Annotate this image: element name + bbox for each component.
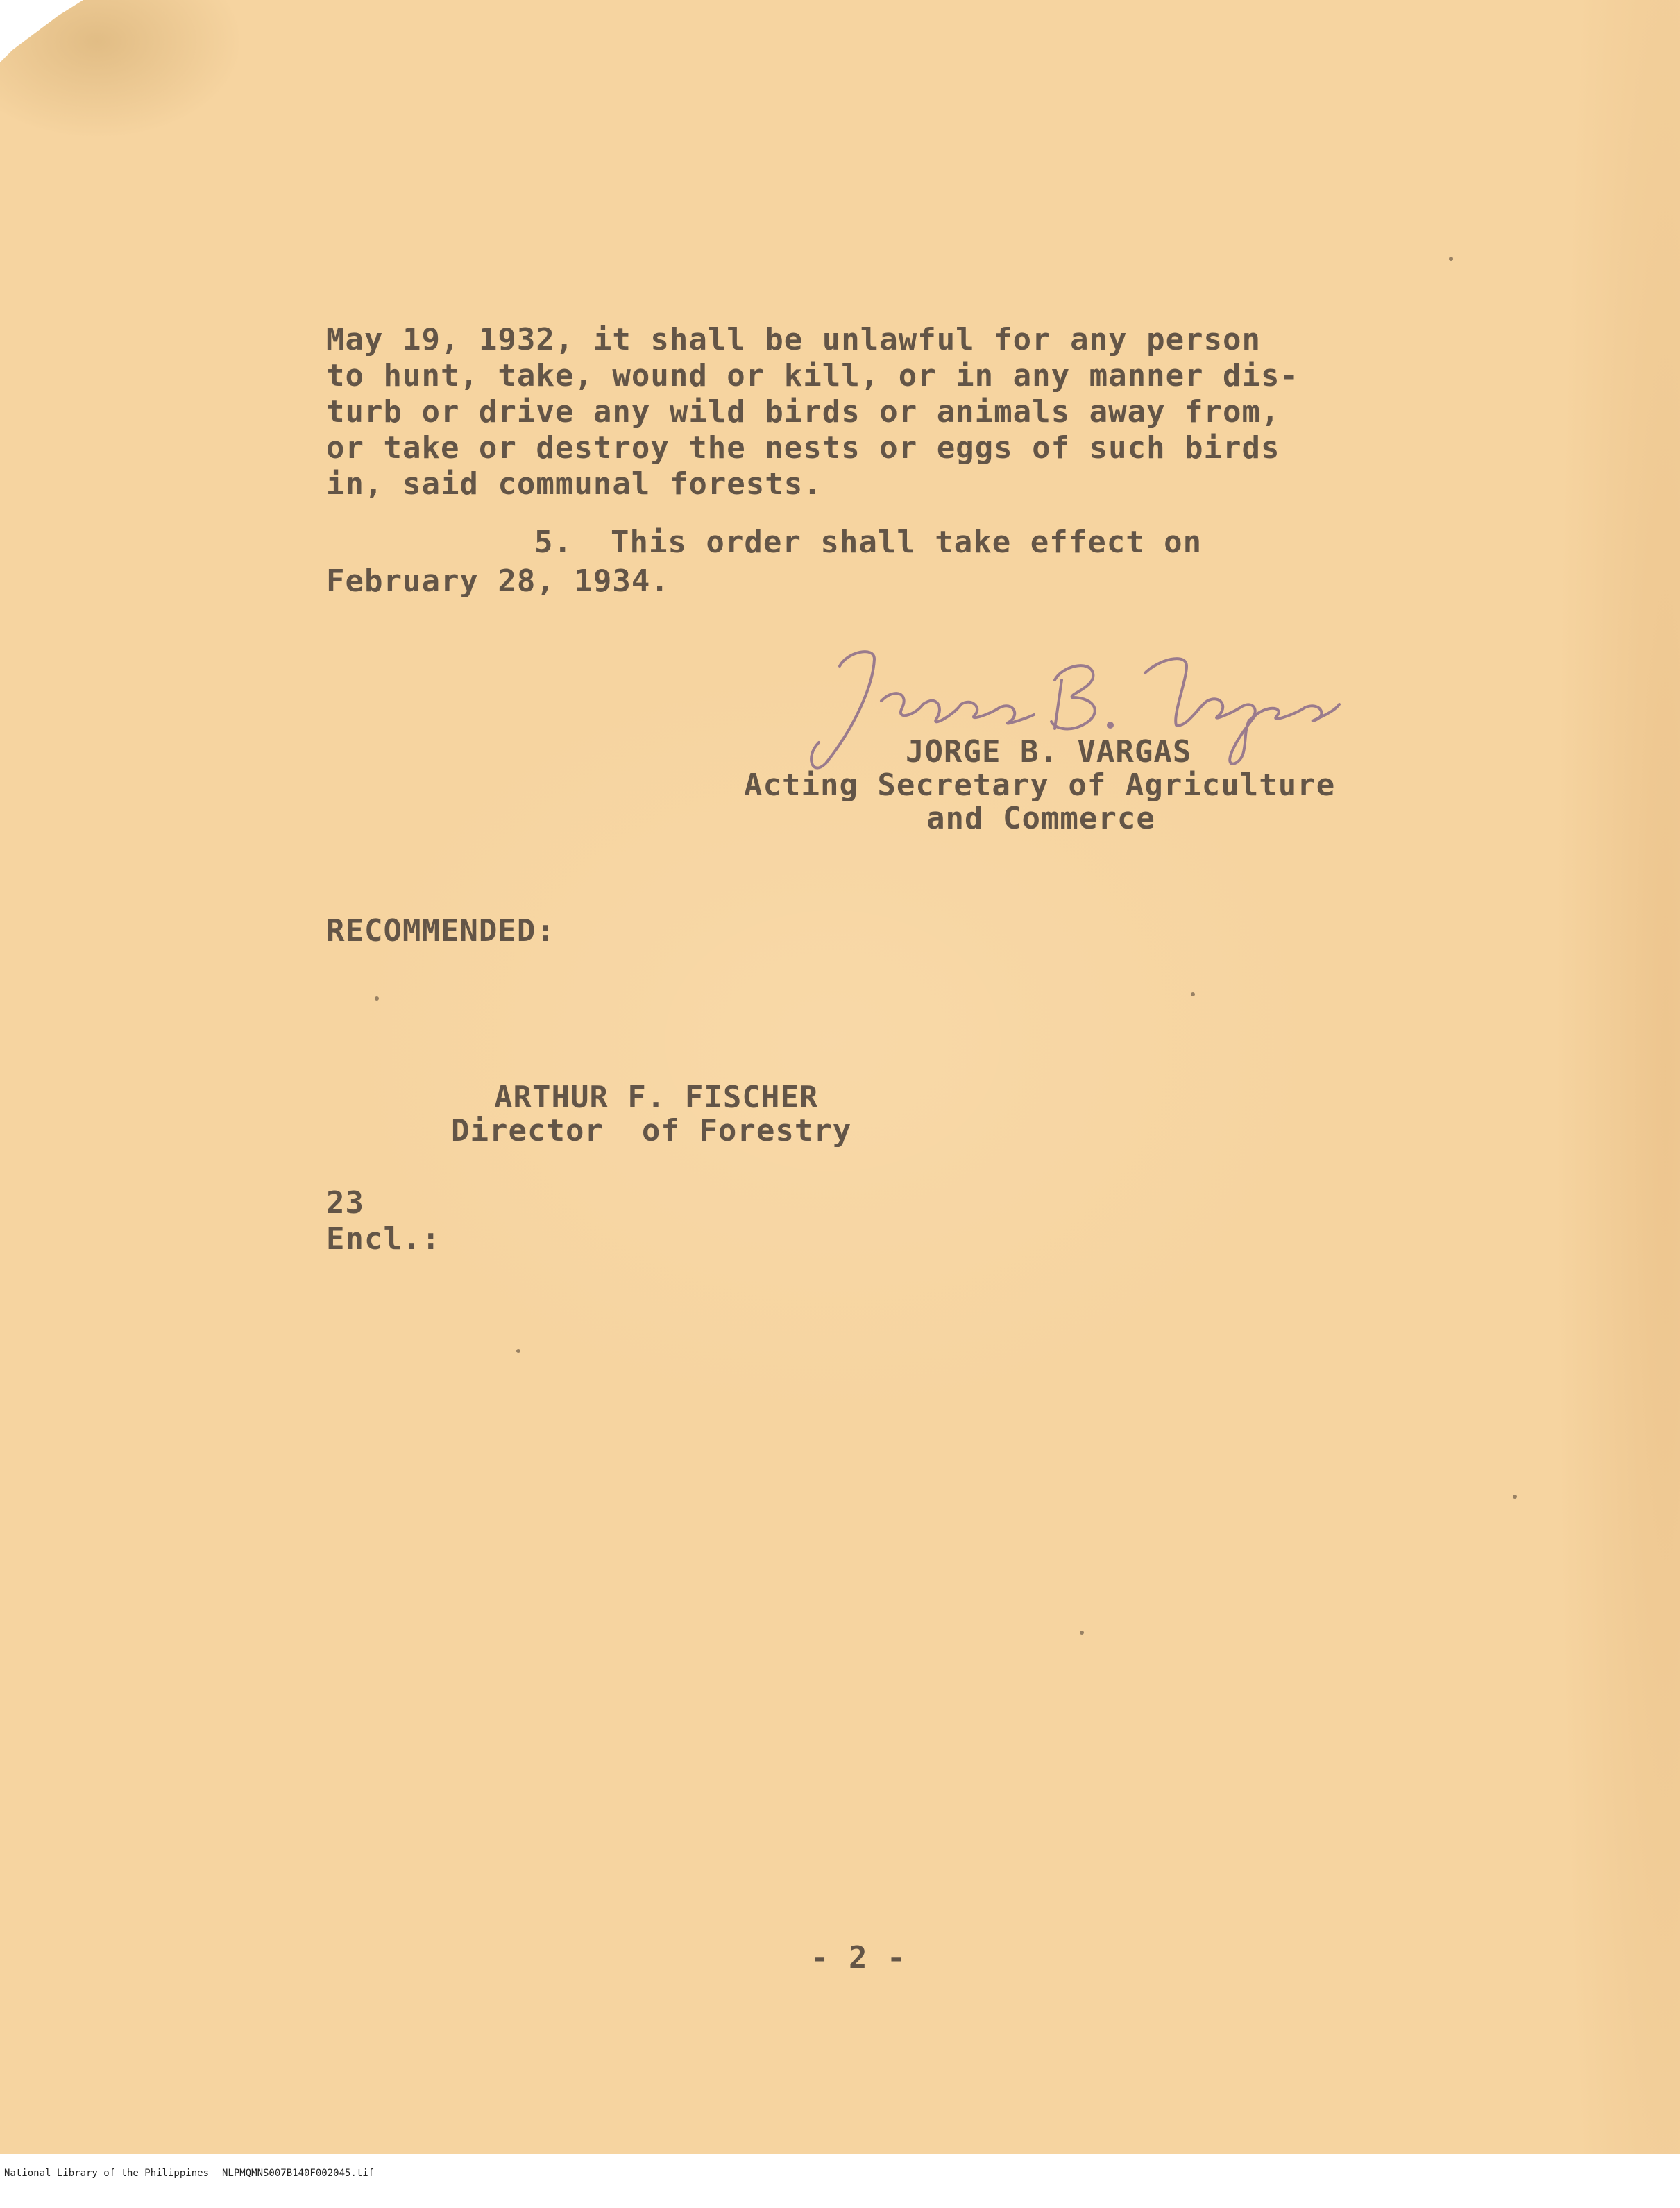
reference-number: 23 [326, 1185, 364, 1221]
paper-speck [1449, 257, 1453, 261]
paragraph-1-line: or take or destroy the nests or eggs of such birds [326, 430, 1280, 466]
enclosure-label: Encl.: [326, 1221, 441, 1257]
footer-source: National Library of the Philippines [4, 2168, 210, 2179]
page-number: - 2 - [811, 1940, 906, 1976]
paper-speck [516, 1349, 520, 1353]
signatory-title-line-1: Acting Secretary of Agriculture [744, 767, 1336, 803]
recommender-title: Director of Forestry [451, 1113, 852, 1148]
paper-speck [1513, 1495, 1517, 1499]
paragraph-1 [326, 322, 1299, 502]
scan-footer [0, 2166, 375, 2186]
recommended-label: RECOMMENDED: [326, 913, 555, 949]
paragraph-1-line: turb or drive any wild birds or animals away from, [326, 394, 1280, 430]
torn-corner [0, 0, 83, 62]
paragraph-2-line-2: February 28, 1934. [326, 563, 670, 599]
paragraph-1-line: in, said communal forests. [326, 466, 822, 502]
signatory-title-line-2: and Commerce [926, 801, 1155, 836]
paragraph-1-line: to hunt, take, wound or kill, or in any manner dis- [326, 358, 1300, 393]
paper-speck [1191, 992, 1195, 996]
recommender-name: ARTHUR F. FISCHER [494, 1080, 819, 1115]
paper-speck [1080, 1631, 1084, 1635]
paragraph-1-line: May 19, 1932, it shall be unlawful for any person [326, 322, 1262, 357]
signatory-name: JORGE B. VARGAS [906, 734, 1192, 770]
paper-speck [375, 996, 379, 1001]
paragraph-2-line-1: 5. This order shall take effect on [534, 525, 1203, 560]
footer-filename: NLPMQMNS007B140F002045.tif [222, 2168, 375, 2179]
